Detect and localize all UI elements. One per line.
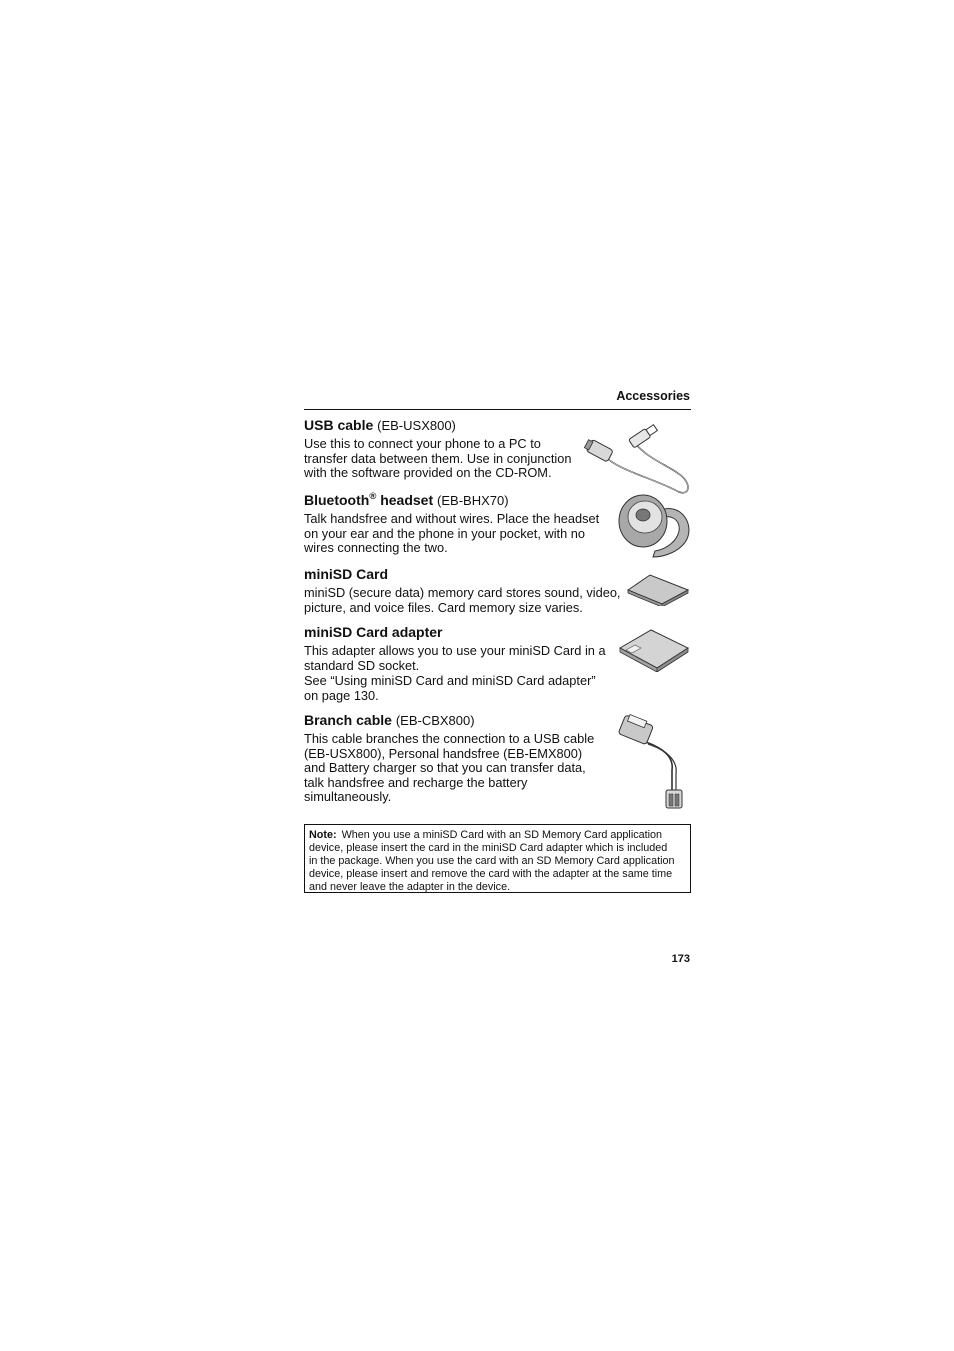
usb-cable-icon [583, 420, 693, 496]
section-minisd-card [304, 566, 621, 615]
section-title: Branch cable (EB-CBX800) [304, 712, 475, 728]
section-title: miniSD Card [304, 566, 389, 582]
section-minisd-adapter [304, 624, 606, 703]
section-title: miniSD Card adapter [304, 624, 443, 640]
section-title: Bluetooth® headset (EB-BHX70) [304, 491, 509, 508]
section-body: Talk handsfree and without wires. Place the headset on your ear and the phone in your pocket, with no wires connecting the two. [304, 511, 600, 556]
section-usb-cable [304, 417, 571, 481]
section-bluetooth-headset [304, 492, 599, 556]
section-body: This cable branches the connection to a USB cable (EB-USX800), Personal handsfree (EB-EMX800) and Battery charger so that you can transfer data, talk handsfree and recharge the battery simultaneously. [304, 731, 595, 805]
header-rule [304, 409, 691, 410]
section-title: USB cable (EB-USX800) [304, 417, 456, 433]
section-body: This adapter allows you to use your miniSD Card in a standard SD socket. See “Using miniSD Card and miniSD Card adapter” on page 130. [304, 643, 606, 703]
sd-card-adapter-icon [617, 628, 691, 672]
section-body: Use this to connect your phone to a PC to transfer data between them. Use in conjunction with the software provided on the CD-ROM. [304, 436, 572, 481]
note-label: Note: [309, 829, 337, 841]
branch-cable-icon [616, 714, 686, 812]
minisd-card-icon [624, 572, 690, 606]
section-header: Accessories [616, 389, 690, 403]
section-body: miniSD (secure data) memory card stores sound, video, picture, and voice files. Card memory size varies. [304, 585, 621, 615]
section-branch-cable [304, 712, 594, 805]
note-box: Note: When you use a miniSD Card with an SD Memory Card application device, please insert the card in the miniSD Card adapter which is included in the package. When you use the card with an SD Memory Card application device, please insert and remove the card with the adapter at the same time and never leave the adapter in the device. [304, 824, 691, 893]
page-number: 173 [671, 953, 690, 965]
bluetooth-headset-icon [615, 491, 695, 561]
